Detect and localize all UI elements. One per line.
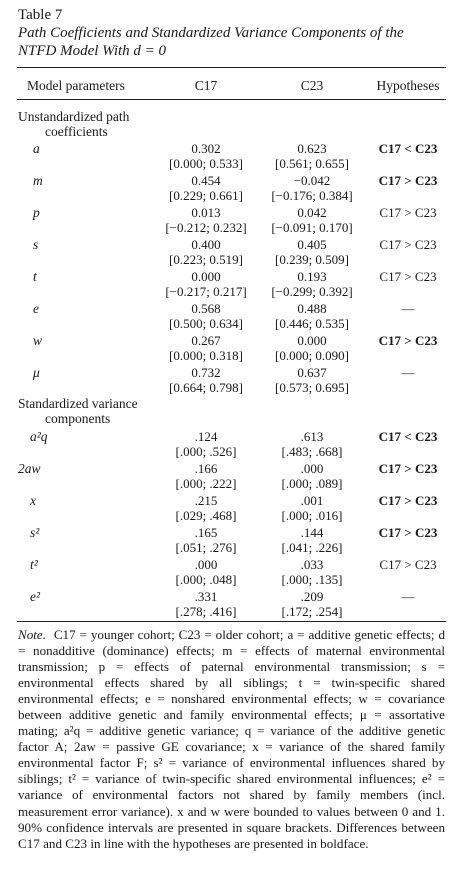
c17-value: 0.000	[191, 269, 221, 284]
c17-interval: [0.229; 0.661]	[168, 188, 244, 203]
row-label: a²q	[30, 429, 48, 444]
c23-interval: [.041; .226]	[281, 540, 343, 555]
c17-value: .215	[194, 493, 218, 508]
row-label: t	[33, 269, 37, 284]
c17-value: .124	[194, 429, 218, 444]
row-label: e	[33, 301, 39, 316]
c23-value: −0.042	[293, 173, 331, 188]
c17-value: .165	[194, 525, 218, 540]
hypothesis: C17 < C23	[378, 141, 438, 156]
hypothesis: —	[401, 301, 415, 316]
c23-value: 0.405	[297, 237, 327, 252]
note-label: Note.	[18, 627, 47, 642]
c23-interval: [.000; .089]	[281, 476, 343, 491]
c17-value: 0.302	[191, 141, 221, 156]
c17-interval: [.000; .048]	[175, 572, 237, 587]
c17-value: 0.400	[191, 237, 221, 252]
section-heading-standardized-cont: components	[45, 411, 111, 426]
row-label: s²	[30, 525, 40, 540]
c17-interval: [0.000; 0.318]	[168, 348, 244, 363]
c23-value: .000	[300, 461, 324, 476]
c23-interval: [.000; .016]	[281, 508, 343, 523]
section-heading-standardized: Standardized variance	[18, 396, 138, 411]
table-number: Table 7	[18, 7, 63, 23]
c17-value: .331	[194, 589, 218, 604]
row-label: t²	[30, 557, 38, 572]
table-title-line2: NTFD Model With d = 0	[18, 43, 167, 59]
row-label: 2aw	[18, 461, 41, 476]
c17-interval: [.000; .222]	[175, 476, 237, 491]
table-title-line1: Path Coefficients and Standardized Variance Components of the	[18, 25, 404, 41]
c17-value: 0.267	[191, 333, 221, 348]
c23-value: 0.637	[297, 365, 327, 380]
row-label: e²	[30, 589, 41, 604]
section-heading-unstandardized: Unstandardized path	[18, 109, 130, 124]
row-label: x	[30, 493, 36, 508]
c23-interval: [0.000; 0.090]	[274, 348, 350, 363]
note-text: C17 = younger cohort; C23 = older cohort; a = additive genetic effects; d = nonadditive (dominance) effects; m = effects of maternal environmental transmission; p = effects of paternal environmental transmission; s = environmental effects shared by all siblings; t = twin-specific shared environmental effects; e = nonshared environmental effects; w = covariance between additive genetic and family environmental effects; μ = assortative mating; a²q = additive genetic variance; q = variance of the additive genetic factor A; 2aw = passive GE covariance; x = variance of the shared family environmental factor F; s² = variance of environmental influences shared by siblings; t² = variance of twin-specific shared environmental influences; e² = variance of environmental factors not shared by family members (incl. measurement error variance). x and w were bounded to values between 0 and 1. 90% confidence intervals are presented in square brackets. Differences between C17 and C23 in line with the hypotheses are presented in boldface.	[18, 627, 446, 851]
c23-interval: [0.239; 0.509]	[274, 252, 350, 267]
hypothesis: C17 < C23	[378, 429, 438, 444]
c23-value: .001	[300, 493, 324, 508]
hypothesis: C17 > C23	[378, 173, 438, 188]
c23-interval: [.172; .254]	[281, 604, 343, 619]
c23-value: 0.000	[297, 333, 327, 348]
c17-value: 0.732	[191, 365, 221, 380]
c23-value: .033	[300, 557, 324, 572]
row-label: a	[33, 141, 40, 156]
c17-value: .000	[194, 557, 218, 572]
header-c23: C23	[300, 78, 324, 93]
hypothesis: C17 > C23	[379, 237, 437, 252]
row-label: p	[33, 205, 40, 220]
c17-interval: [0.664; 0.798]	[168, 380, 244, 395]
c23-value: 0.193	[297, 269, 327, 284]
c23-value: 0.623	[297, 141, 327, 156]
c23-interval: [.000; .135]	[281, 572, 343, 587]
c23-interval: [0.573; 0.695]	[274, 380, 350, 395]
hypothesis: —	[401, 589, 415, 604]
c17-value: .166	[194, 461, 218, 476]
header-c17: C17	[194, 78, 218, 93]
c23-interval: [−0.091; 0.170]	[271, 220, 353, 235]
hypothesis: —	[401, 365, 415, 380]
header-hypotheses: Hypotheses	[376, 78, 440, 93]
hypothesis: C17 > C23	[379, 269, 437, 284]
header-rule	[17, 99, 446, 100]
c23-interval: [.483; .668]	[281, 444, 343, 459]
c17-interval: [0.000; 0.533]	[168, 156, 244, 171]
c17-value: 0.568	[191, 301, 221, 316]
c17-interval: [−0.217; 0.217]	[165, 284, 247, 299]
c23-value: .209	[300, 589, 324, 604]
hypothesis: C17 > C23	[378, 493, 438, 508]
row-label: s	[33, 237, 39, 252]
c23-value: 0.042	[297, 205, 327, 220]
header-model-parameters: Model parameters	[27, 78, 125, 93]
c23-interval: [−0.299; 0.392]	[271, 284, 353, 299]
c17-value: 0.454	[191, 173, 221, 188]
c17-interval: [0.500; 0.634]	[168, 316, 244, 331]
hypothesis: C17 > C23	[378, 525, 438, 540]
c23-interval: [−0.176; 0.384]	[271, 188, 353, 203]
c23-interval: [0.446; 0.535]	[274, 316, 350, 331]
c17-interval: [0.223; 0.519]	[168, 252, 244, 267]
hypothesis: C17 > C23	[379, 205, 437, 220]
c17-value: 0.013	[191, 205, 221, 220]
hypothesis: C17 > C23	[378, 333, 438, 348]
section-heading-unstandardized-cont: coefficients	[45, 124, 108, 139]
c17-interval: [.051; .276]	[175, 540, 237, 555]
c17-interval: [.029; .468]	[175, 508, 237, 523]
row-label: w	[33, 333, 43, 348]
hypothesis: C17 > C23	[379, 557, 437, 572]
c17-interval: [−0.212; 0.232]	[165, 220, 247, 235]
top-rule	[17, 67, 446, 68]
row-label: m	[33, 173, 43, 188]
c17-interval: [.278; .416]	[175, 604, 237, 619]
bottom-rule	[17, 621, 446, 622]
hypothesis: C17 > C23	[378, 461, 438, 476]
table-note	[18, 627, 445, 852]
c23-interval: [0.561; 0.655]	[274, 156, 350, 171]
c23-value: .144	[300, 525, 324, 540]
c17-interval: [.000; .526]	[175, 444, 237, 459]
row-label: μ	[33, 365, 40, 380]
c23-value: .613	[300, 429, 324, 444]
c23-value: 0.488	[297, 301, 327, 316]
